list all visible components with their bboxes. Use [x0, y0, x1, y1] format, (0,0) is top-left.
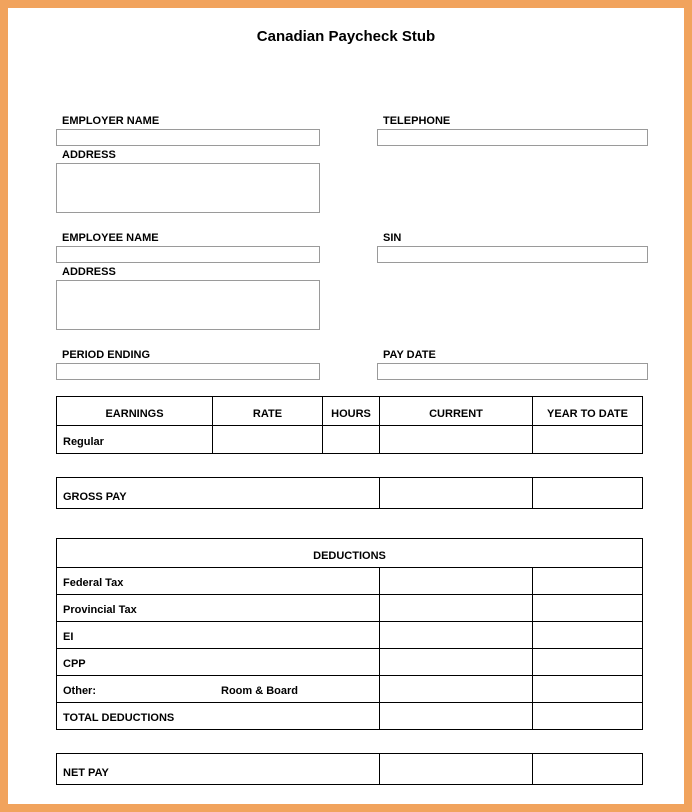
earnings-header-row — [57, 397, 642, 425]
gross-pay-current-cell — [379, 478, 532, 508]
earnings-ytd-cell — [532, 426, 642, 453]
deduction-ytd-cell — [532, 595, 642, 621]
earnings-header-earnings: EARNINGS — [105, 408, 164, 420]
deduction-label: Federal Tax — [63, 577, 124, 589]
total-deductions-label: TOTAL DEDUCTIONS — [63, 712, 175, 724]
employer-address-label: ADDRESS — [62, 149, 116, 161]
deduction-ytd-cell — [532, 622, 642, 648]
deduction-current-cell — [379, 649, 532, 675]
deduction-ytd-cell — [532, 703, 642, 729]
deduction-ytd-cell — [532, 649, 642, 675]
deductions-table — [56, 538, 643, 730]
pay-date-input[interactable] — [377, 363, 648, 380]
employer-name-label: EMPLOYER NAME — [62, 115, 160, 127]
deduction-label: Provincial Tax — [63, 604, 137, 616]
deduction-row-federal-tax — [57, 567, 642, 594]
net-pay-current-cell — [379, 754, 532, 784]
gross-pay-table — [56, 477, 643, 509]
deductions-title: DEDUCTIONS — [313, 550, 386, 562]
deduction-ytd-cell — [532, 568, 642, 594]
deduction-row-other — [57, 675, 642, 702]
deduction-label: EI — [63, 631, 74, 643]
employer-address-textarea[interactable] — [56, 163, 320, 213]
sin-label: SIN — [383, 232, 402, 244]
deduction-label: CPP — [63, 658, 86, 670]
deduction-current-cell — [379, 595, 532, 621]
deduction-current-cell — [379, 703, 532, 729]
earnings-table — [56, 396, 643, 454]
deductions-header-row — [57, 539, 642, 567]
gross-pay-ytd-cell — [532, 478, 642, 508]
employee-address-textarea[interactable] — [56, 280, 320, 330]
other-detail: Room & Board — [221, 685, 298, 697]
employer-name-input[interactable] — [56, 129, 320, 146]
net-pay-table — [56, 753, 643, 785]
deduction-row-cpp — [57, 648, 642, 675]
net-pay-ytd-cell — [532, 754, 642, 784]
period-ending-input[interactable] — [56, 363, 320, 380]
deduction-row-ei — [57, 621, 642, 648]
earnings-header-year-to-date: YEAR TO DATE — [532, 397, 642, 425]
other-label: Other: — [63, 685, 96, 697]
deduction-ytd-cell — [532, 676, 642, 702]
period-ending-label: PERIOD ENDING — [62, 349, 151, 361]
net-pay-row — [57, 754, 642, 784]
deduction-row-total — [57, 702, 642, 729]
employee-name-input[interactable] — [56, 246, 320, 263]
employee-name-label: EMPLOYEE NAME — [62, 232, 159, 244]
deduction-current-cell — [379, 676, 532, 702]
earnings-header-rate: RATE — [212, 397, 322, 425]
earnings-hours-cell — [322, 426, 379, 453]
page-title: Canadian Paycheck Stub — [256, 28, 436, 45]
deduction-current-cell — [379, 568, 532, 594]
deduction-current-cell — [379, 622, 532, 648]
net-pay-label: NET PAY — [63, 767, 109, 779]
telephone-label: TELEPHONE — [383, 115, 451, 127]
sin-input[interactable] — [377, 246, 648, 263]
gross-pay-label: GROSS PAY — [63, 491, 127, 503]
deduction-label — [57, 676, 379, 702]
earnings-rate-cell — [212, 426, 322, 453]
earnings-header-current: CURRENT — [379, 397, 532, 425]
telephone-input[interactable] — [377, 129, 648, 146]
earnings-row-label: Regular — [63, 436, 104, 448]
employee-address-label: ADDRESS — [62, 266, 116, 278]
earnings-row-regular — [57, 425, 642, 453]
earnings-header-hours: HOURS — [322, 397, 379, 425]
deduction-row-provincial-tax — [57, 594, 642, 621]
gross-pay-row — [57, 478, 642, 508]
pay-date-label: PAY DATE — [383, 349, 436, 361]
earnings-current-cell — [379, 426, 532, 453]
